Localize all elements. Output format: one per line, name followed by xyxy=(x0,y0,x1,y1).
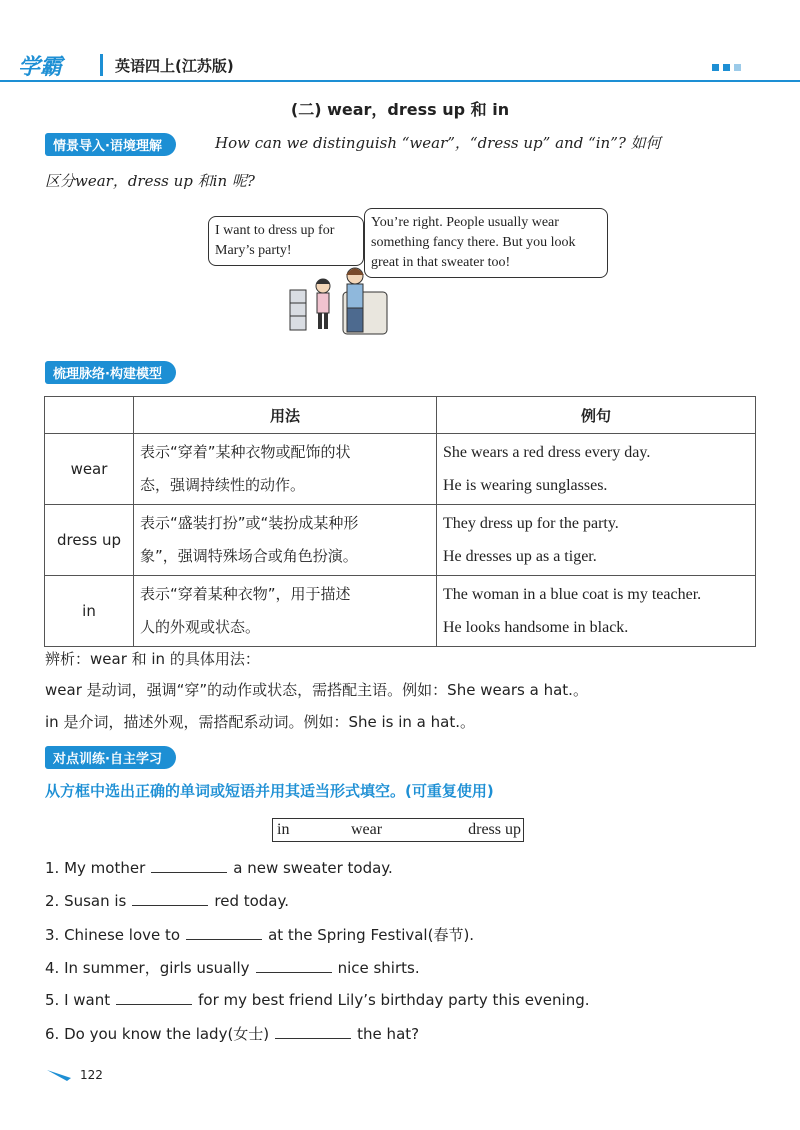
section-title: (二) wear，dress up 和 in xyxy=(290,100,510,119)
row-examples xyxy=(437,505,756,576)
table-row xyxy=(45,505,756,576)
answer-blank[interactable] xyxy=(132,891,208,906)
header-example: 例句 xyxy=(437,397,756,434)
usage-line: 象”，强调特殊场合或角色扮演。 xyxy=(140,547,358,565)
header-square-1 xyxy=(712,64,719,71)
header-square-3 xyxy=(734,64,741,71)
row-examples xyxy=(437,434,756,505)
practice-badge: 对点训练·自主学习 xyxy=(45,746,176,769)
question-item xyxy=(45,957,420,978)
intro-question-line2: 区分wear，dress up 和in 呢? xyxy=(45,172,255,190)
question-text: 3. Chinese love to xyxy=(45,926,181,944)
table-row xyxy=(45,576,756,647)
usage-table xyxy=(44,396,756,647)
pencil-icon xyxy=(45,1068,75,1082)
analysis-in: in 是介词，描述外观，需搭配系动词。例如：She is in a hat.。 xyxy=(45,713,475,731)
book-title: 英语四上(江苏版) xyxy=(115,57,234,75)
question-item xyxy=(45,990,590,1009)
table-row xyxy=(45,434,756,505)
example-sentence: She wears a red dress every day. xyxy=(443,444,651,461)
mom-bubble-line: something fancy there. But you look xyxy=(371,235,576,250)
word-option: wear xyxy=(351,821,383,838)
header-usage: 用法 xyxy=(134,397,437,434)
brand-logo: 学霸 xyxy=(18,55,63,80)
question-text: 6. Do you know the lady(女士) xyxy=(45,1025,270,1043)
usage-line: 表示“穿着”某种衣物或配饰的状 xyxy=(140,443,351,461)
answer-blank[interactable] xyxy=(116,990,192,1005)
analysis-wear: wear 是动词，强调“穿”的动作或状态，需搭配主语。例如：She wears a hat.。 xyxy=(45,681,588,699)
question-item xyxy=(45,858,393,877)
question-text: 1. My mother xyxy=(45,859,146,877)
answer-blank[interactable] xyxy=(186,925,262,940)
mom-speech-bubble xyxy=(364,208,608,278)
intro-badge: 情景导入·语境理解 xyxy=(45,133,176,156)
header-rule xyxy=(0,80,800,82)
mom-bubble-line: You’re right. People usually wear xyxy=(371,215,559,230)
question-text: at the Spring Festival(春节). xyxy=(268,926,475,944)
practice-instruction: 从方框中选出正确的单词或短语并用其适当形式填空。(可重复使用) xyxy=(45,782,494,800)
example-sentence: The woman in a blue coat is my teacher. xyxy=(443,586,702,603)
mother-daughter-illustration xyxy=(285,262,395,344)
row-word: in xyxy=(45,576,134,647)
brand-divider xyxy=(100,54,103,76)
table-header-row xyxy=(45,397,756,434)
example-sentence: He is wearing sunglasses. xyxy=(443,477,608,494)
word-option: dress up xyxy=(468,821,521,838)
question-text: nice shirts. xyxy=(337,959,420,977)
example-sentence: They dress up for the party. xyxy=(443,515,619,532)
question-text: a new sweater today. xyxy=(233,859,393,877)
row-word: wear xyxy=(45,434,134,505)
row-word: dress up xyxy=(45,505,134,576)
row-usage xyxy=(134,505,437,576)
question-text: 5. I want xyxy=(45,991,111,1009)
question-item xyxy=(45,1023,419,1044)
header-blank xyxy=(45,397,134,434)
answer-blank[interactable] xyxy=(275,1024,351,1039)
question-item xyxy=(45,891,289,910)
page-number: 122 xyxy=(80,1068,103,1082)
question-text: 2. Susan is xyxy=(45,892,127,910)
intro-question-line1: How can we distinguish “wear”，“dress up” and “in”? 如何 xyxy=(215,134,661,152)
question-text: red today. xyxy=(214,892,290,910)
example-sentence: He looks handsome in black. xyxy=(443,619,629,636)
usage-line: 人的外观或状态。 xyxy=(140,618,261,636)
answer-blank[interactable] xyxy=(151,858,227,873)
girl-bubble-line: Mary’s party! xyxy=(215,243,292,258)
girl-speech-bubble xyxy=(208,216,364,266)
answer-blank[interactable] xyxy=(256,958,332,973)
analysis-heading: 辨析：wear 和 in 的具体用法： xyxy=(45,650,260,668)
example-sentence: He dresses up as a tiger. xyxy=(443,548,597,565)
header-square-2 xyxy=(723,64,730,71)
mom-bubble-line: great in that sweater too! xyxy=(371,255,511,270)
model-badge: 梳理脉络·构建模型 xyxy=(45,361,176,384)
question-text: 4. In summer，girls usually xyxy=(45,959,250,977)
usage-line: 态，强调持续性的动作。 xyxy=(140,476,306,494)
question-text: the hat? xyxy=(357,1025,420,1043)
row-usage xyxy=(134,434,437,505)
row-examples xyxy=(437,576,756,647)
row-usage xyxy=(134,576,437,647)
question-item xyxy=(45,924,474,945)
word-box xyxy=(272,818,524,842)
usage-line: 表示“穿着某种衣物”，用于描述 xyxy=(140,585,351,603)
word-option: in xyxy=(277,821,290,838)
question-text: for my best friend Lily’s birthday party this evening. xyxy=(198,991,590,1009)
usage-line: 表示“盛装打扮”或“装扮成某种形 xyxy=(140,514,359,532)
girl-bubble-line: I want to dress up for xyxy=(215,223,335,238)
